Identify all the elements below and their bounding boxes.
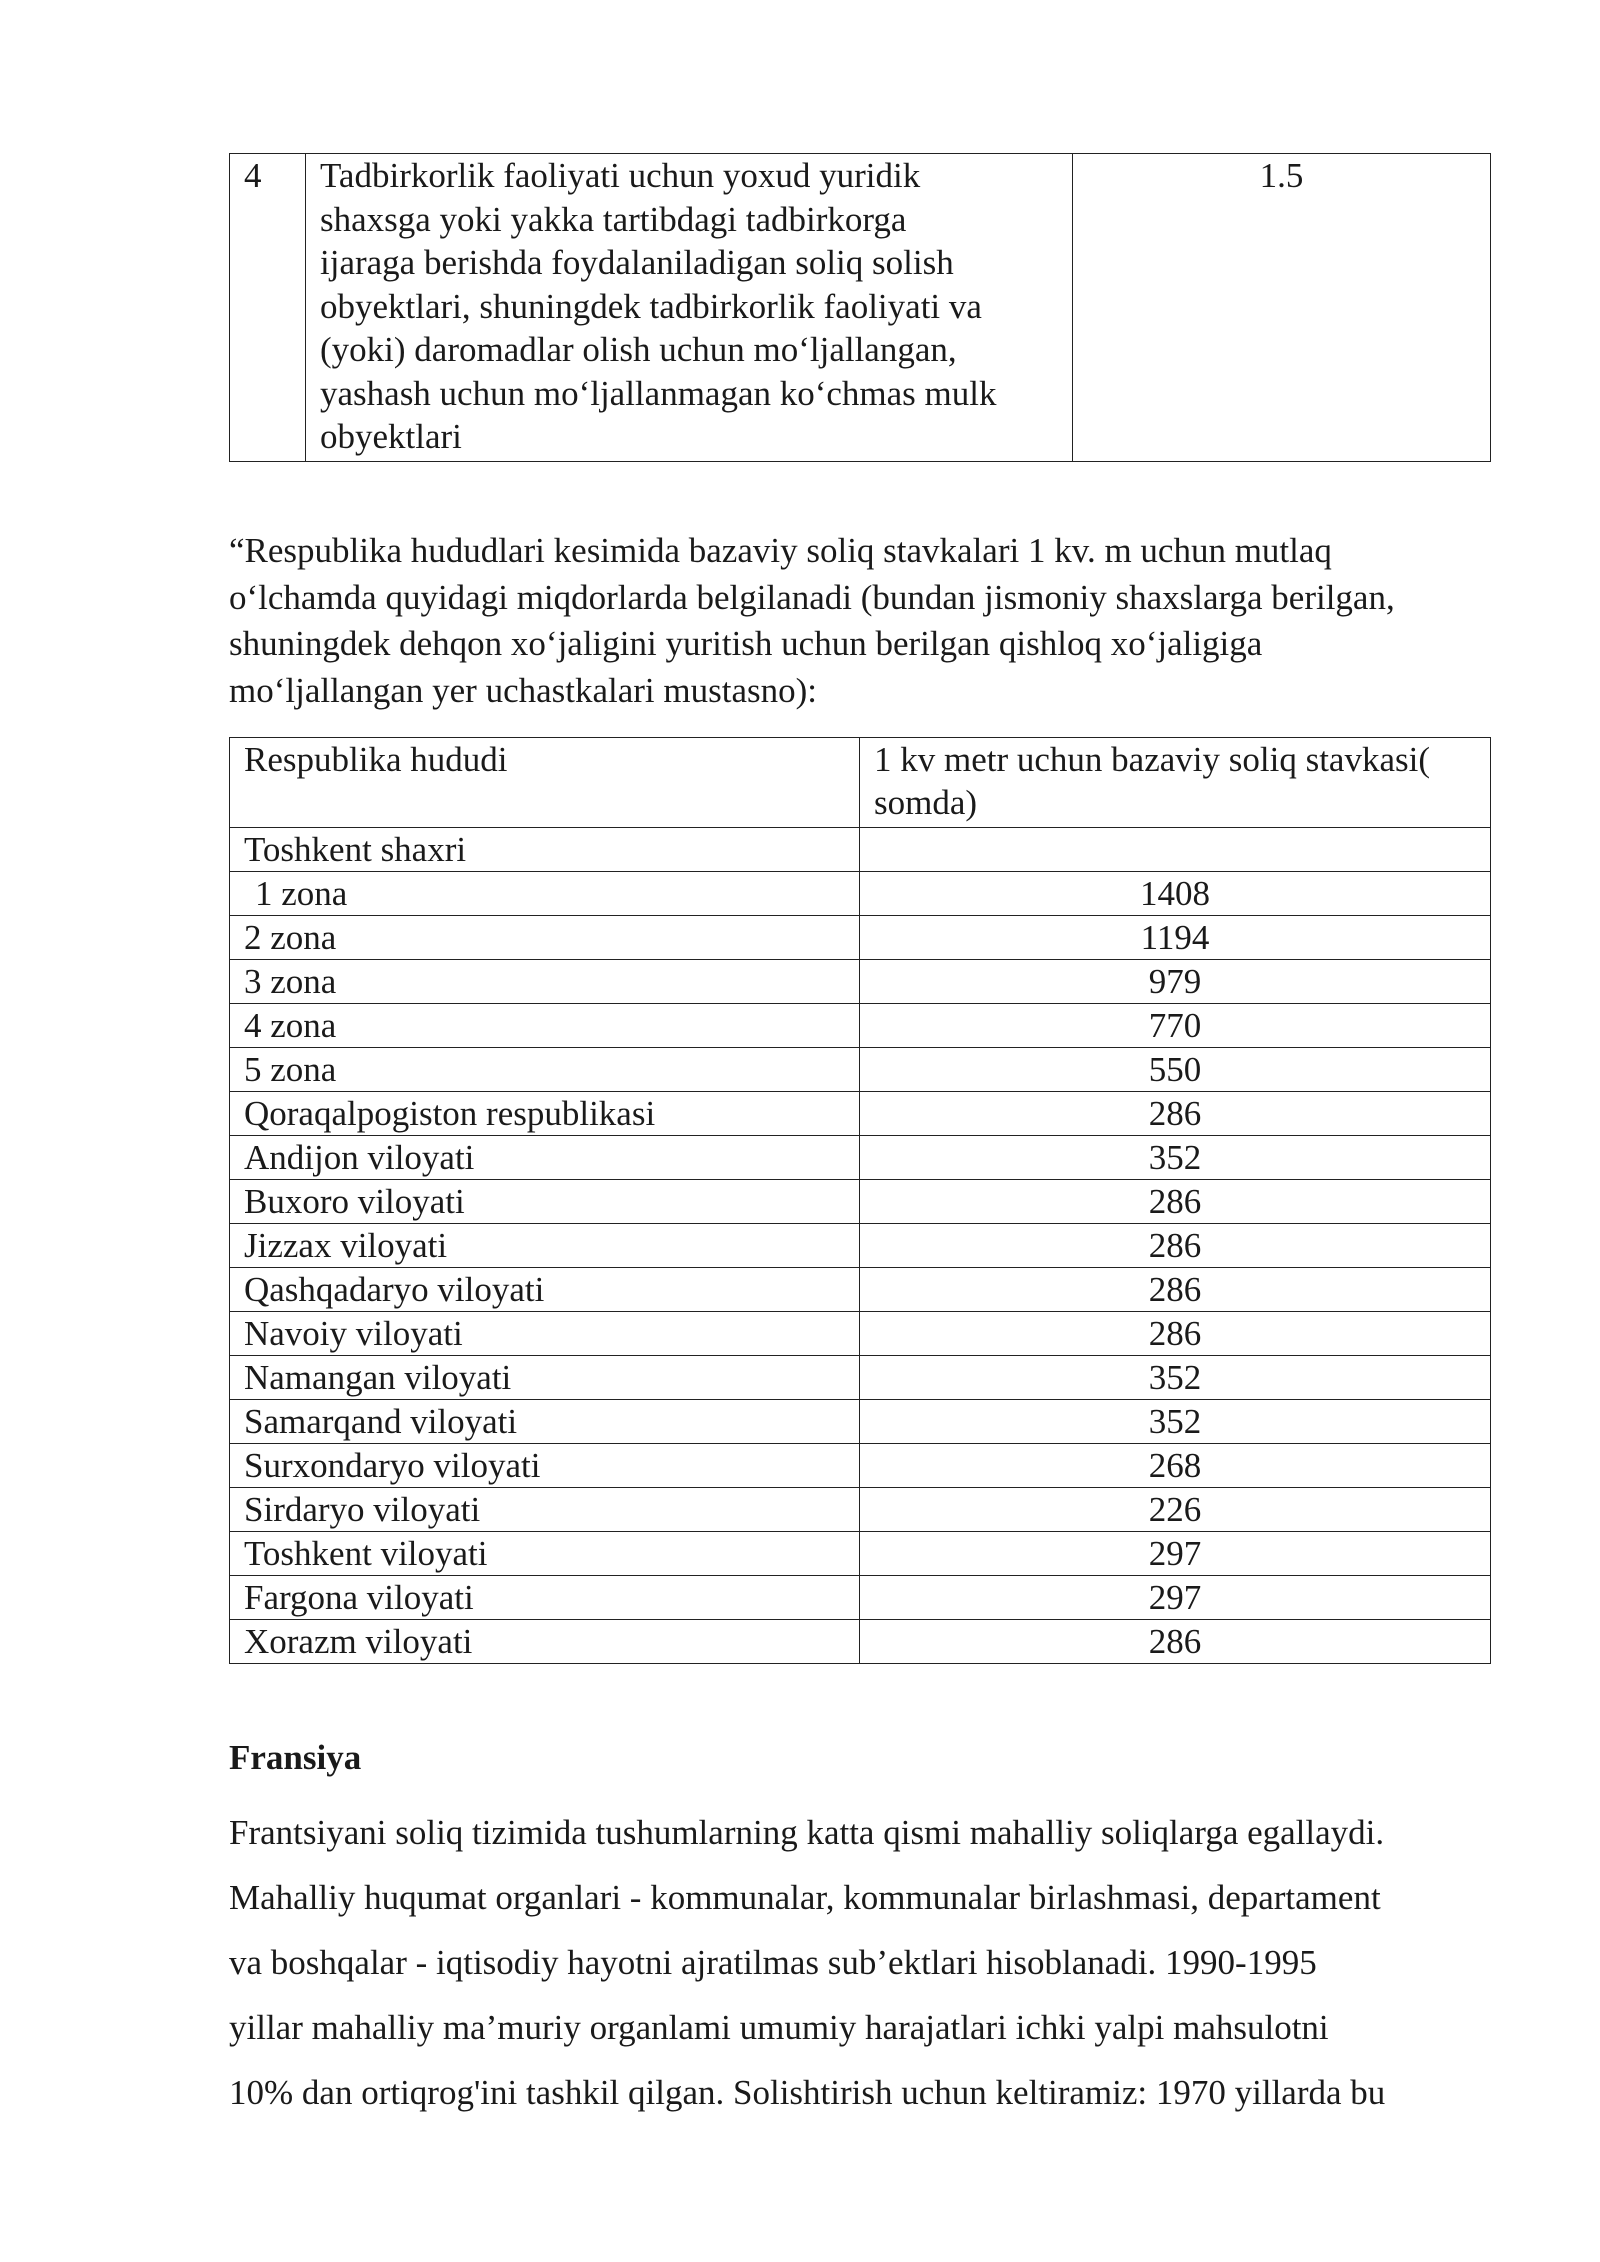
table-row xyxy=(230,1268,1491,1312)
table-row xyxy=(230,1312,1491,1356)
description-line: (yoki) daromadlar olish uchun mo‘ljallangan, xyxy=(320,330,957,369)
table-row xyxy=(230,1400,1491,1444)
rate-cell: 286 xyxy=(860,1268,1491,1312)
table-row xyxy=(230,872,1491,916)
table-row xyxy=(230,1136,1491,1180)
rate-cell: 286 xyxy=(860,1312,1491,1356)
body-paragraph xyxy=(229,1800,1509,2125)
header-rate-line: somda) xyxy=(874,783,978,822)
region-cell: 3 zona xyxy=(230,960,860,1004)
tax-object-table xyxy=(229,153,1491,462)
region-cell: Buxoro viloyati xyxy=(230,1180,860,1224)
table-row xyxy=(230,960,1491,1004)
rate-cell: 226 xyxy=(860,1488,1491,1532)
description-line: obyektlari, shuningdek tadbirkorlik faoliyati va xyxy=(320,286,982,326)
header-rate xyxy=(860,738,1491,828)
region-cell: Xorazm viloyati xyxy=(230,1620,860,1664)
intro-line: shuningdek dehqon xo‘jaligini yuritish uchun berilgan qishloq xo‘jaligiga xyxy=(229,624,1263,663)
region-cell: Surxondaryo viloyati xyxy=(230,1444,860,1488)
rate-cell: 286 xyxy=(860,1620,1491,1664)
body-line: Frantsiyani soliq tizimida tushumlarning katta qismi mahalliy soliqlarga egallaydi. xyxy=(229,1813,1385,1852)
region-cell: 2 zona xyxy=(230,916,860,960)
table-header-row xyxy=(230,738,1491,828)
region-cell: Qashqadaryo viloyati xyxy=(230,1268,860,1312)
rate-cell: 286 xyxy=(860,1092,1491,1136)
rate-cell: 352 xyxy=(860,1356,1491,1400)
table-row xyxy=(230,1576,1491,1620)
section-heading: Fransiya xyxy=(229,1738,362,1777)
body-line: 10% dan ortiqrog'ini tashkil qilgan. Solishtirish uchun keltiramiz: 1970 yillarda bu xyxy=(229,2073,1386,2112)
region-cell: Qoraqalpogiston respublikasi xyxy=(230,1092,860,1136)
body-line: yillar mahalliy ma’muriy organlami umumiy harajatlari ichki yalpi mahsulotni xyxy=(229,2008,1329,2047)
intro-line: “Respublika hududlari kesimida bazaviy soliq stavkalari 1 kv. m uchun mutlaq xyxy=(229,531,1332,570)
region-cell: Jizzax viloyati xyxy=(230,1224,860,1268)
rate-cell xyxy=(860,828,1491,872)
region-cell: 4 zona xyxy=(230,1004,860,1048)
region-cell: 5 zona xyxy=(230,1048,860,1092)
region-cell: Toshkent shaxri xyxy=(230,828,860,872)
rate-cell: 550 xyxy=(860,1048,1491,1092)
intro-line: o‘lchamda quyidagi miqdorlarda belgilanadi (bundan jismoniy shaxslarga berilgan, xyxy=(229,577,1395,617)
region-cell: Andijon viloyati xyxy=(230,1136,860,1180)
rate-cell: 1408 xyxy=(860,872,1491,916)
region-cell: Sirdaryo viloyati xyxy=(230,1488,860,1532)
row-number: 4 xyxy=(230,154,306,462)
rate-cell: 1194 xyxy=(860,916,1491,960)
body-line: va boshqalar - iqtisodiy hayotni ajratilmas sub’ektlari hisoblanadi. 1990-1995 xyxy=(229,1943,1317,1982)
table-row xyxy=(230,1620,1491,1664)
description-line: shaxsga yoki yakka tartibdagi tadbirkorga xyxy=(320,199,907,239)
header-rate-line: 1 kv metr uchun bazaviy soliq stavkasi( xyxy=(874,740,1430,779)
table-row xyxy=(230,1444,1491,1488)
table-row xyxy=(230,916,1491,960)
description-line: Tadbirkorlik faoliyati uchun yoxud yuridik xyxy=(320,156,921,195)
rate-cell: 352 xyxy=(860,1136,1491,1180)
table-row xyxy=(230,1224,1491,1268)
description-line: yashash uchun mo‘ljallanmagan ko‘chmas mulk xyxy=(320,373,997,413)
table-row xyxy=(230,828,1491,872)
table-row xyxy=(230,1532,1491,1576)
region-cell: Samarqand viloyati xyxy=(230,1400,860,1444)
region-cell: Navoiy viloyati xyxy=(230,1312,860,1356)
description-line: ijaraga berishda foydalaniladigan soliq solish xyxy=(320,243,954,282)
region-cell: Fargona viloyati xyxy=(230,1576,860,1620)
rate-cell: 297 xyxy=(860,1576,1491,1620)
rate-cell: 286 xyxy=(860,1180,1491,1224)
row-value: 1.5 xyxy=(1073,154,1491,462)
table-row xyxy=(230,1180,1491,1224)
header-region: Respublika hududi xyxy=(230,738,860,828)
table-row xyxy=(230,1048,1491,1092)
rate-cell: 352 xyxy=(860,1400,1491,1444)
region-cell: Toshkent viloyati xyxy=(230,1532,860,1576)
rate-cell: 979 xyxy=(860,960,1491,1004)
region-cell: Namangan viloyati xyxy=(230,1356,860,1400)
region-cell: 1 zona xyxy=(230,872,860,916)
rate-cell: 286 xyxy=(860,1224,1491,1268)
row-description xyxy=(306,154,1073,462)
rate-cell: 770 xyxy=(860,1004,1491,1048)
regional-rates-table xyxy=(229,737,1491,1664)
intro-paragraph xyxy=(229,528,1499,714)
description-line: obyektlari xyxy=(320,417,462,456)
table-row xyxy=(230,154,1491,462)
table-row xyxy=(230,1488,1491,1532)
table-row xyxy=(230,1092,1491,1136)
intro-line: mo‘ljallangan yer uchastkalari mustasno): xyxy=(229,670,818,710)
rate-cell: 268 xyxy=(860,1444,1491,1488)
rate-cell: 297 xyxy=(860,1532,1491,1576)
body-line: Mahalliy huqumat organlari - kommunalar, kommunalar birlashmasi, departament xyxy=(229,1878,1381,1917)
table-row xyxy=(230,1004,1491,1048)
table-row xyxy=(230,1356,1491,1400)
